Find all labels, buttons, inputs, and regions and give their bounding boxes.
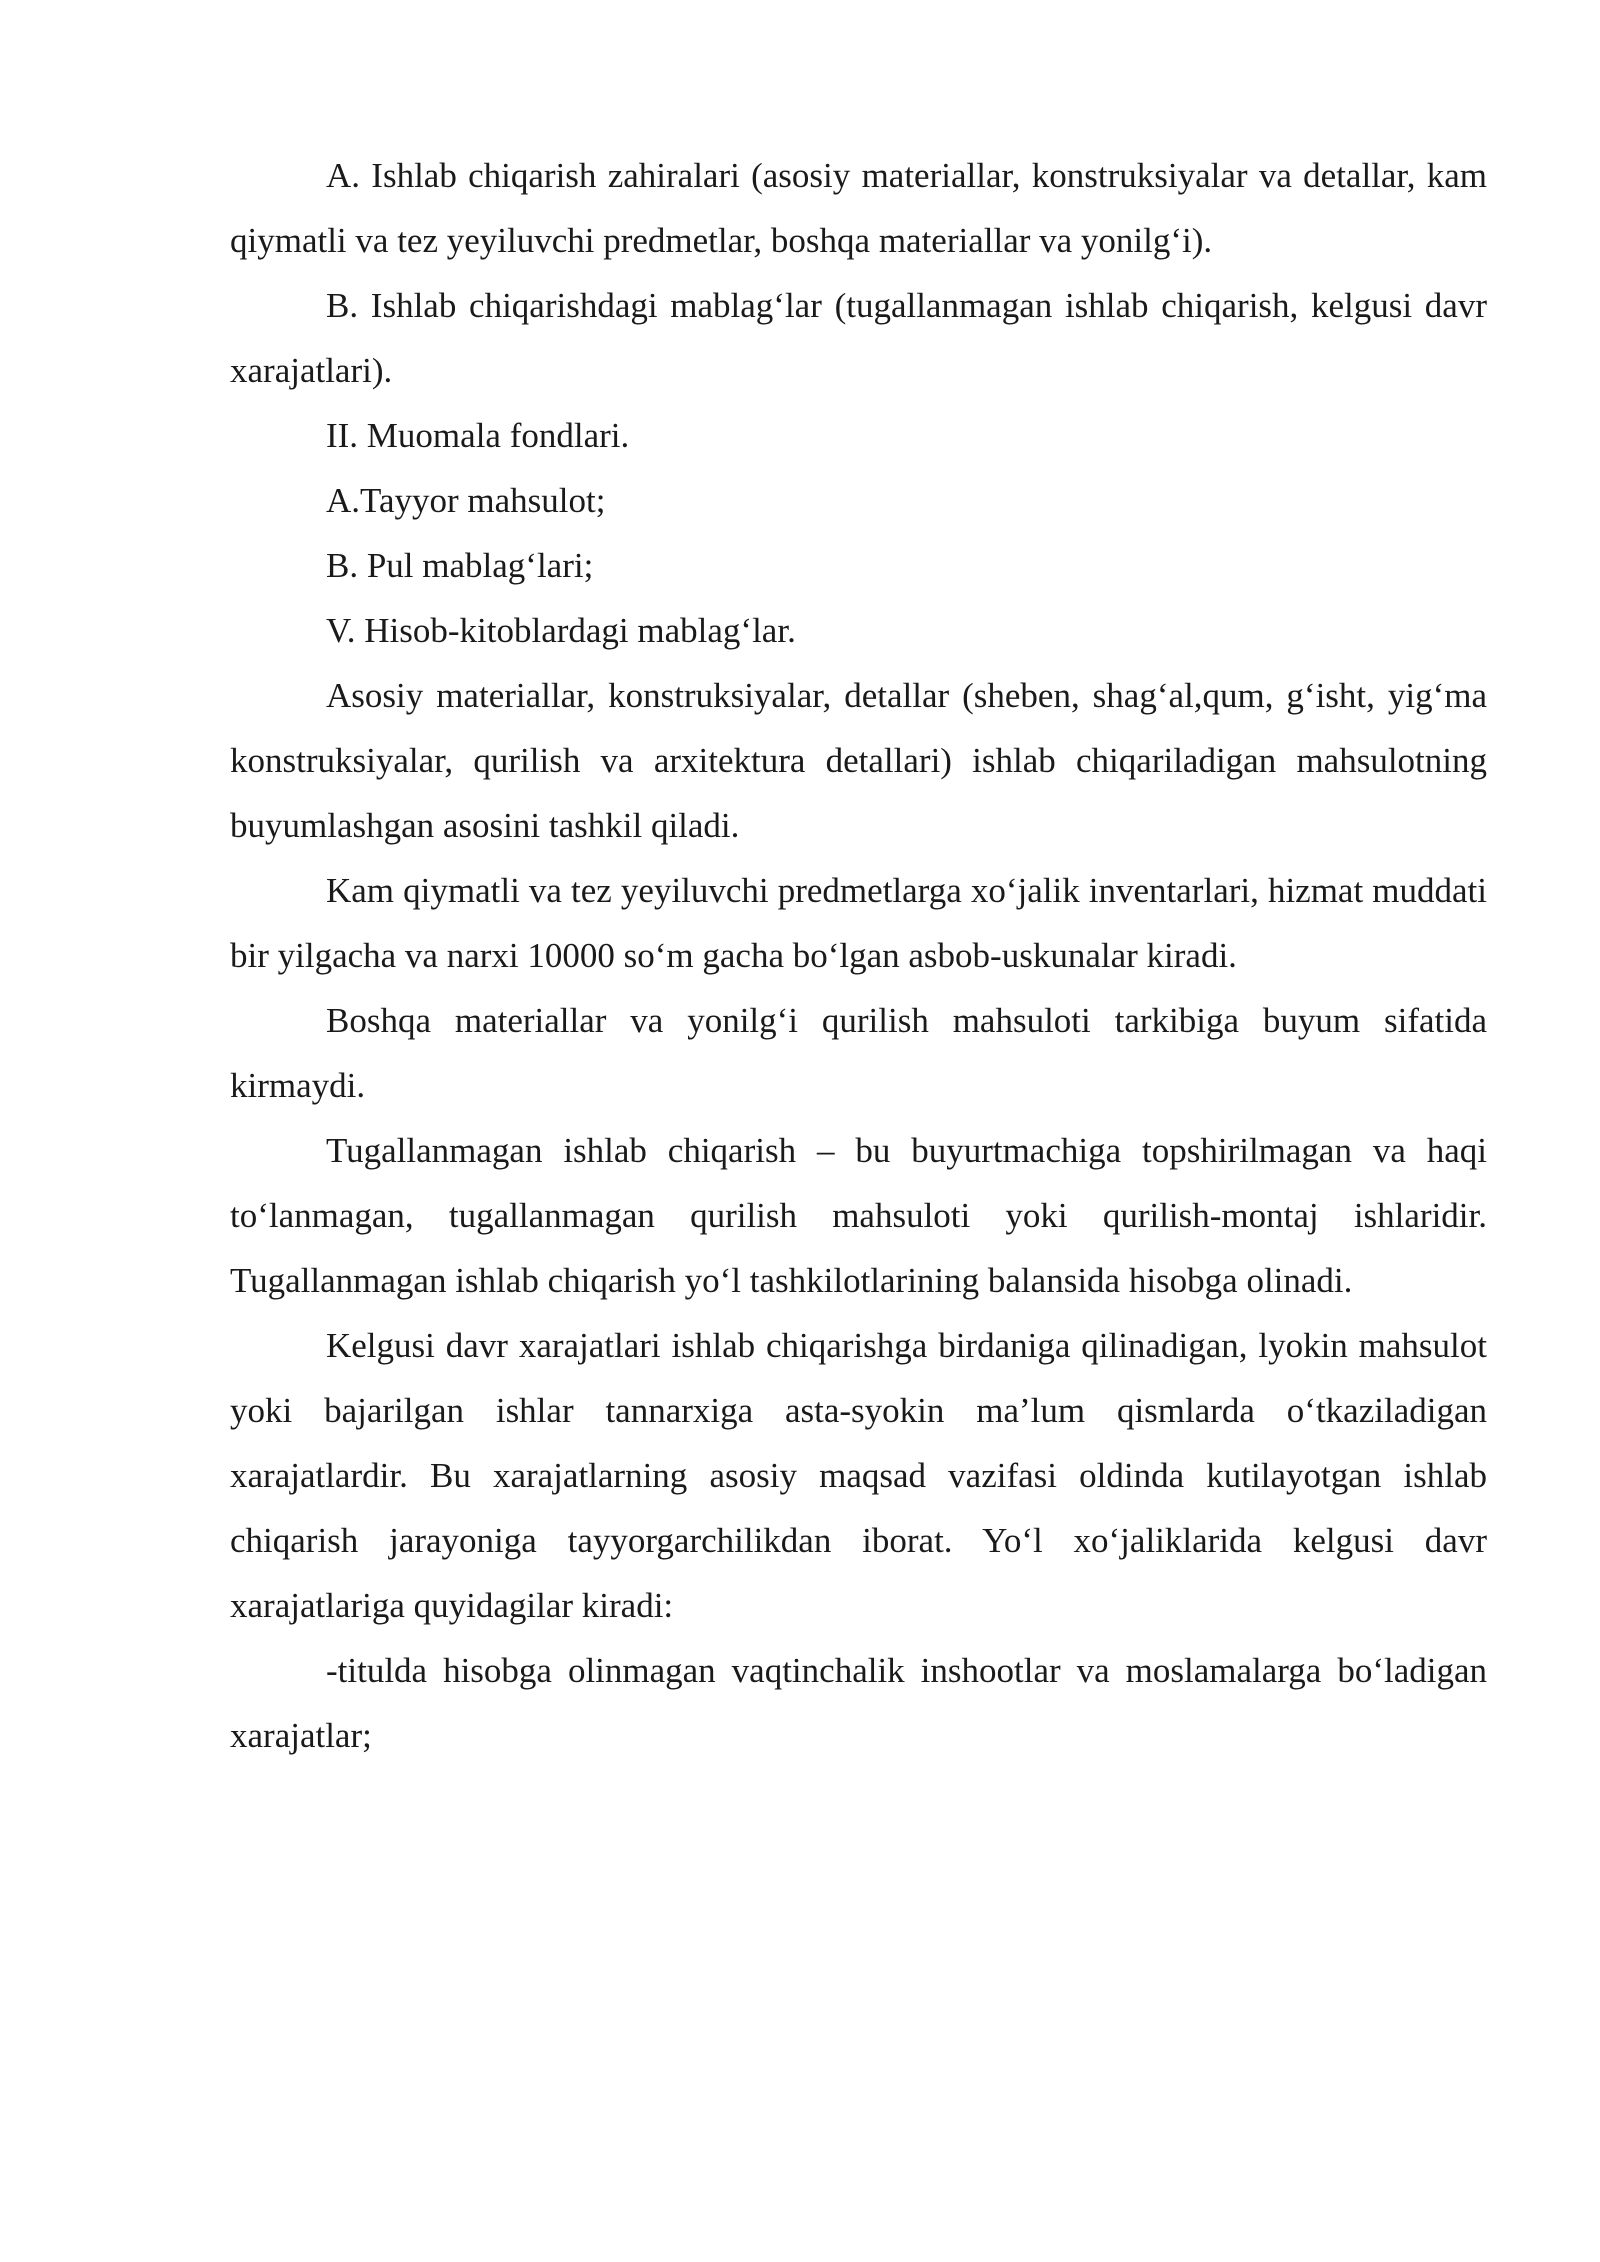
paragraph-basic-materials: Asosiy materiallar, konstruksiyalar, detallar (sheben, shag‘al,qum, g‘isht, yig‘ma konstruksiyalar, qurilish va arxitektura detallari) ishlab chiqariladigan mahsulotning buyumlashgan asosini tashkil qiladi. [230, 676, 1487, 845]
paragraph-ii-circulation-funds: II. Muomala fondlari. [326, 416, 630, 455]
paragraph-deferred-expenses: Kelgusi davr xarajatlari ishlab chiqarishga birdaniga qilinadigan, lyokin mahsulot yoki bajarilgan ishlar tannarxiga asta-syokin ma’lum qismlarda o‘tkaziladigan xarajatlardir. Bu xarajatlarning asosiy maqsad vazifasi oldinda kutilayotgan ishlab chiqarish jarayoniga tayyorgarchilikdan iborat. Yo‘l xo‘jaliklarida kelgusi davr xarajatlariga quyidagilar kiradi: [230, 1326, 1487, 1625]
paragraph-other-materials-fuel: Boshqa materiallar va yonilg‘i qurilish mahsuloti tarkibiga buyum sifatida kirmaydi. [230, 1001, 1487, 1105]
paragraph-a-production-reserves: A. Ishlab chiqarish zahiralari (asosiy materiallar, konstruksiyalar va detallar, kam qiymatli va tez yeyiluvchi predmetlar, boshqa materiallar va yonilg‘i). [230, 156, 1487, 260]
paragraph-a-finished-product: A.Tayyor mahsulot; [326, 481, 606, 520]
document-page [230, 143, 1487, 1768]
paragraph-temporary-structures-expenses: -titulda hisobga olinmagan vaqtinchalik inshootlar va moslamalarga bo‘ladigan xarajatlar; [230, 1651, 1487, 1755]
paragraph-v-settlement-funds: V. Hisob-kitoblardagi mablag‘lar. [326, 611, 796, 650]
paragraph-b-production-funds: B. Ishlab chiqarishdagi mablag‘lar (tugallanmagan ishlab chiqarish, kelgusi davr xarajatlari). [230, 286, 1487, 390]
paragraph-work-in-progress: Tugallanmagan ishlab chiqarish – bu buyurtmachiga topshirilmagan va haqi to‘lanmagan, tugallanmagan qurilish mahsuloti yoki qurilish-montaj ishlaridir. Tugallanmagan ishlab chiqarish yo‘l tashkilotlarining balansida hisobga olinadi. [230, 1131, 1487, 1300]
paragraph-low-value-items: Kam qiymatli va tez yeyiluvchi predmetlarga xo‘jalik inventarlari, hizmat muddati bir yilgacha va narxi 10000 so‘m gacha bo‘lgan asbob-uskunalar kiradi. [230, 871, 1487, 975]
paragraph-b-cash-funds: B. Pul mablag‘lari; [326, 546, 594, 585]
